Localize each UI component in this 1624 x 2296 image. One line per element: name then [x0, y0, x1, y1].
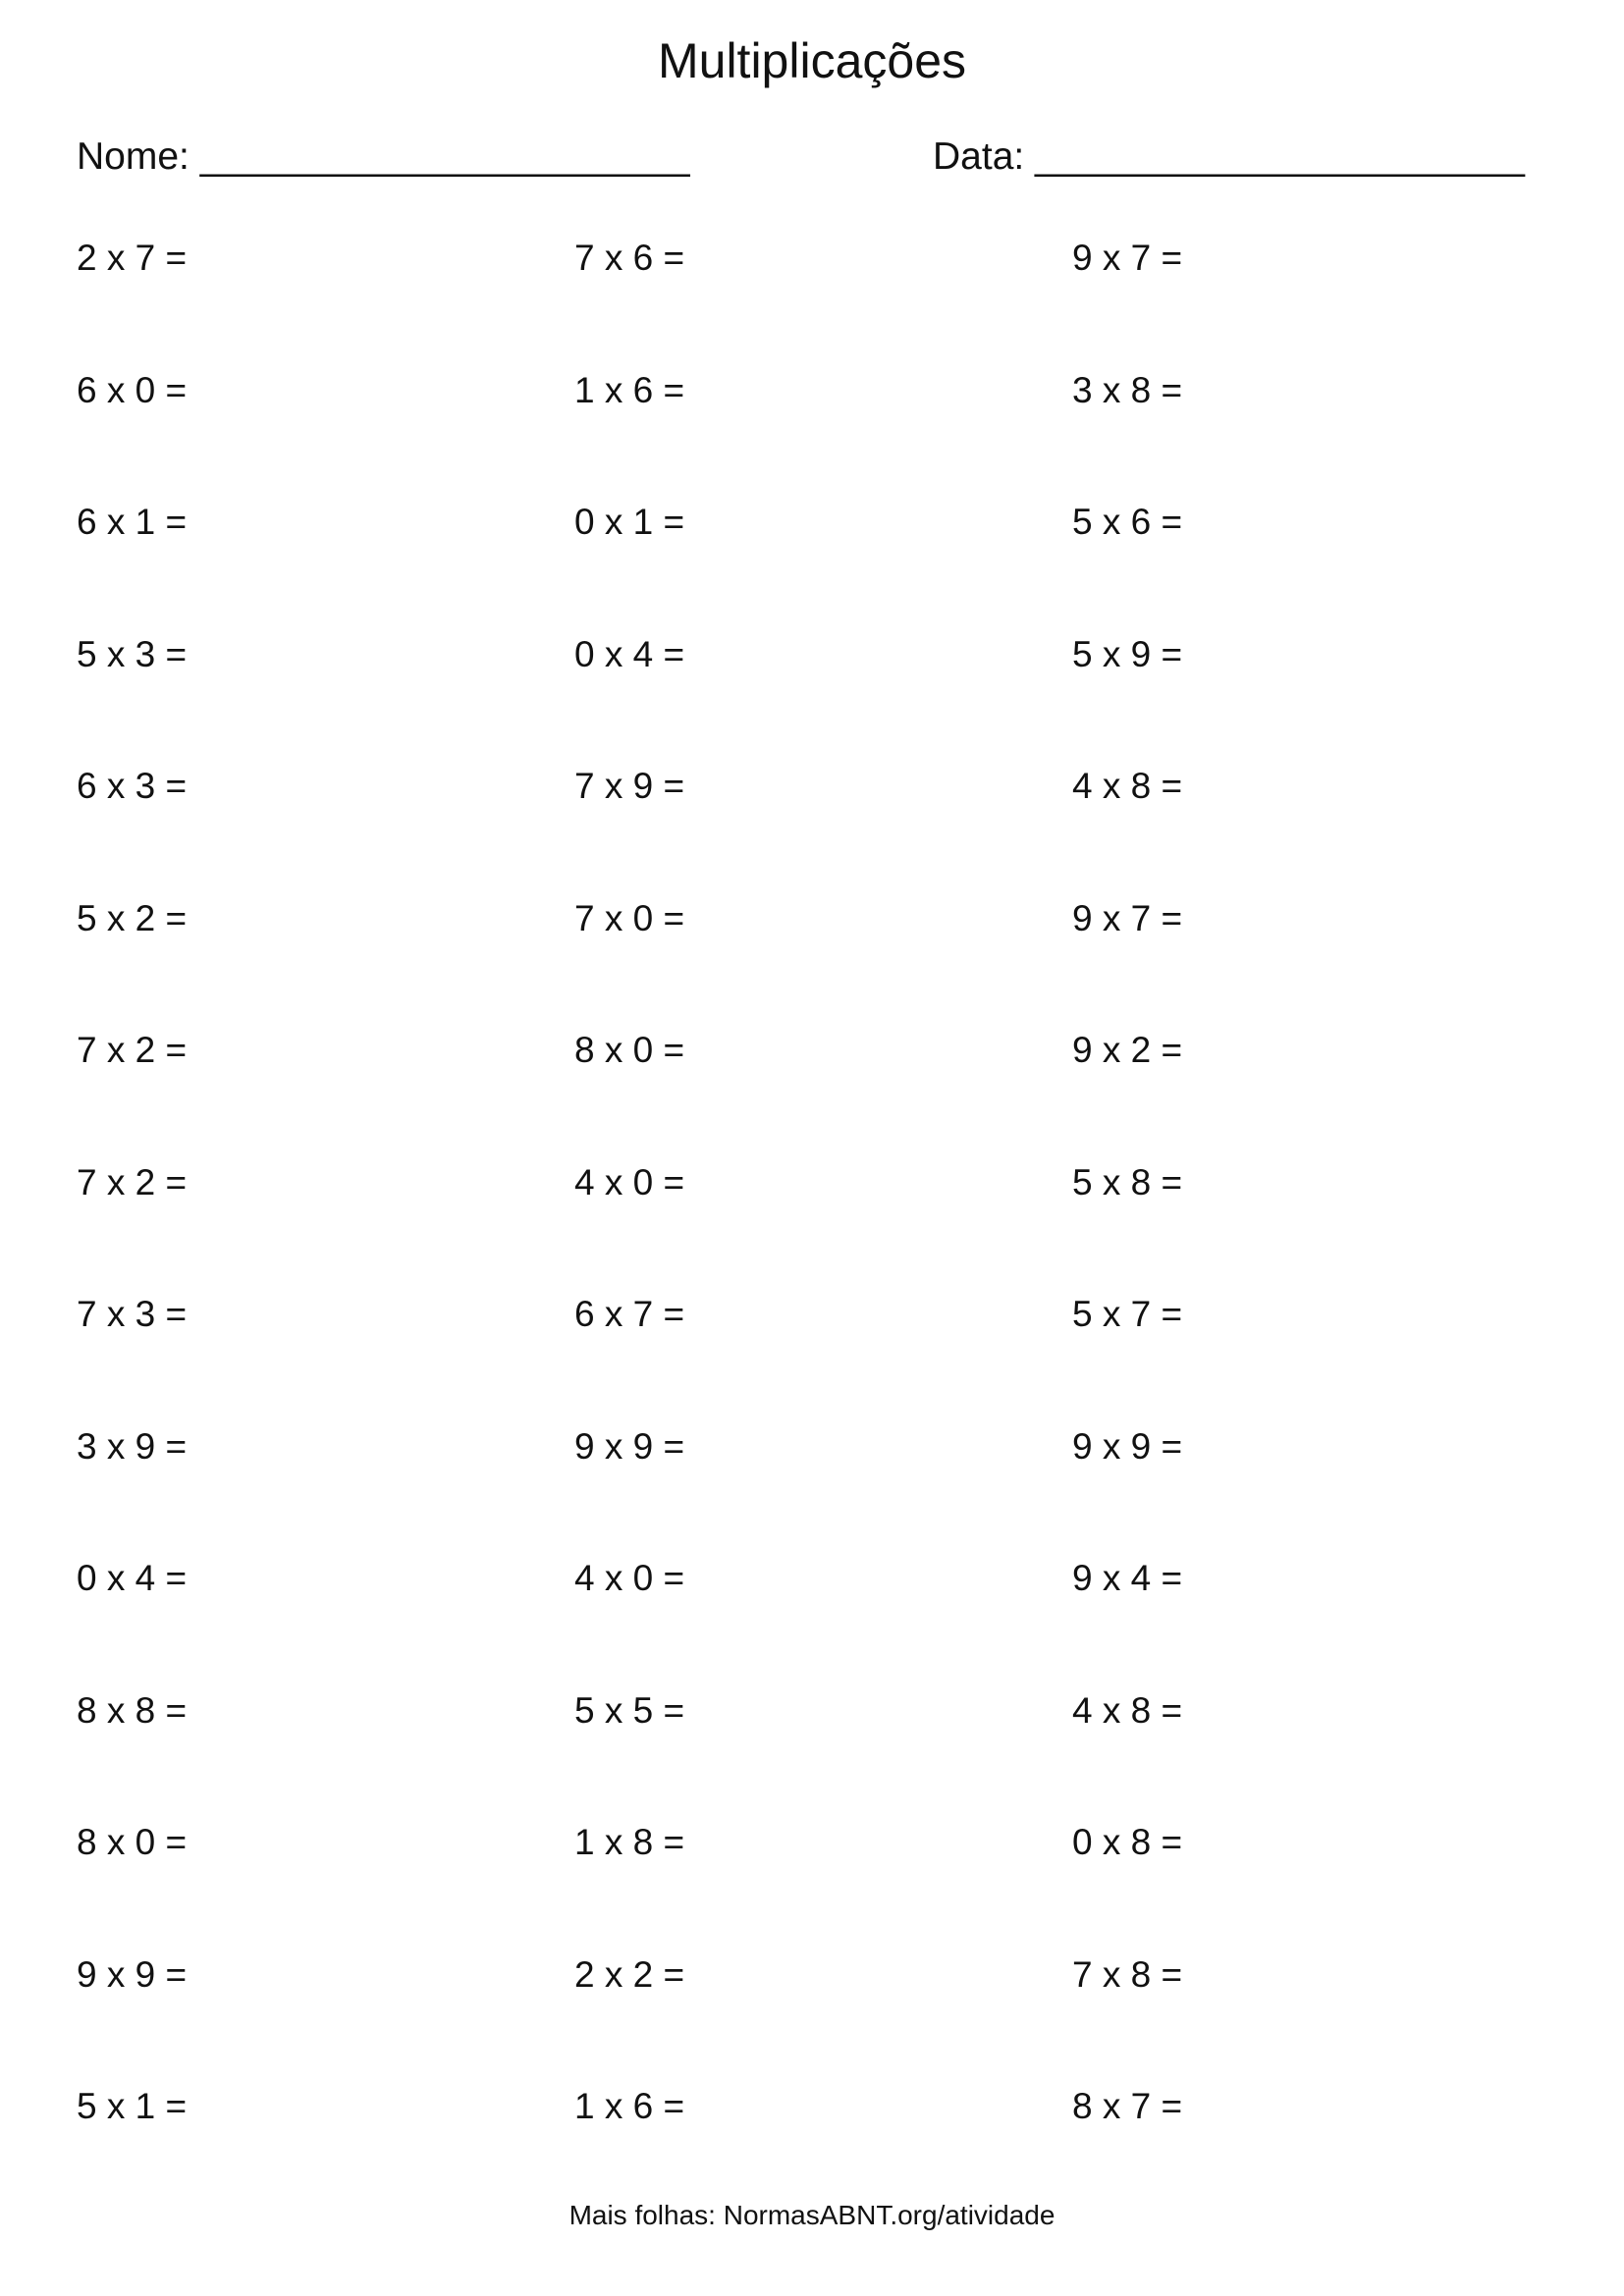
problem-item[interactable]: 7 x 3 = [77, 1294, 188, 1334]
problem-item[interactable]: 0 x 1 = [574, 502, 685, 542]
problem-item[interactable]: 7 x 2 = [77, 1161, 188, 1202]
problem-row [77, 234, 1569, 366]
problem-item[interactable]: 8 x 0 = [77, 1822, 188, 1862]
problem-item[interactable]: 7 x 2 = [77, 1030, 188, 1070]
problem-item[interactable]: 1 x 6 = [574, 369, 685, 410]
problem-item[interactable]: 6 x 0 = [77, 369, 188, 410]
problem-item[interactable]: 5 x 7 = [1072, 1294, 1183, 1334]
problem-item[interactable]: 9 x 9 = [1072, 1425, 1183, 1467]
problem-item[interactable]: 3 x 9 = [77, 1425, 188, 1467]
problem-grid [77, 234, 1569, 2215]
problem-item[interactable]: 4 x 0 = [574, 1161, 685, 1202]
problem-item[interactable]: 7 x 9 = [574, 766, 685, 806]
problem-item[interactable]: 5 x 6 = [1072, 502, 1183, 542]
problem-item[interactable]: 9 x 7 = [1072, 238, 1183, 278]
page-title: Multiplicações [657, 33, 966, 88]
problem-item[interactable]: 7 x 0 = [574, 897, 685, 938]
problem-row [77, 366, 1569, 499]
problem-item[interactable]: 3 x 8 = [1072, 369, 1183, 410]
problem-item[interactable]: 9 x 9 = [77, 1953, 188, 1995]
problem-row [77, 894, 1569, 1027]
problem-row [77, 762, 1569, 894]
problem-item[interactable]: 0 x 8 = [1072, 1822, 1183, 1862]
problem-item[interactable]: 4 x 8 = [1072, 1689, 1183, 1731]
problem-row [77, 1026, 1569, 1158]
problem-item[interactable]: 4 x 0 = [574, 1558, 685, 1598]
problem-item[interactable]: 6 x 7 = [574, 1294, 685, 1334]
problem-item[interactable]: 6 x 3 = [77, 766, 188, 806]
footer-link-text: Mais folhas: NormasABNT.org/atividade [568, 2200, 1056, 2230]
problem-item[interactable]: 7 x 8 = [1072, 1953, 1183, 1995]
date-field[interactable]: Data: _______________________ [933, 135, 1525, 178]
problem-item[interactable]: 8 x 8 = [77, 1689, 188, 1731]
problem-item[interactable]: 5 x 2 = [77, 897, 188, 938]
problem-item[interactable]: 0 x 4 = [574, 633, 685, 674]
problem-row [77, 630, 1569, 763]
problem-row [77, 1686, 1569, 1819]
problem-row [77, 1158, 1569, 1291]
problem-item[interactable]: 2 x 7 = [77, 238, 188, 278]
problem-row [77, 1422, 1569, 1555]
problem-item[interactable]: 9 x 4 = [1072, 1558, 1183, 1598]
problem-item[interactable]: 2 x 2 = [574, 1953, 685, 1995]
problem-row [77, 2082, 1569, 2215]
problem-item[interactable]: 1 x 6 = [574, 2086, 685, 2126]
problem-item[interactable]: 9 x 9 = [574, 1425, 685, 1467]
problem-item[interactable]: 4 x 8 = [1072, 766, 1183, 806]
problem-row [77, 1290, 1569, 1422]
problem-item[interactable]: 7 x 6 = [574, 238, 685, 278]
problem-item[interactable]: 8 x 0 = [574, 1030, 685, 1070]
problem-item[interactable]: 5 x 9 = [1072, 633, 1183, 674]
problem-row [77, 1950, 1569, 2083]
problem-item[interactable]: 5 x 3 = [77, 633, 188, 674]
problem-item[interactable]: 5 x 8 = [1072, 1161, 1183, 1202]
problem-item[interactable]: 0 x 4 = [77, 1558, 188, 1598]
problem-item[interactable]: 8 x 7 = [1072, 2086, 1183, 2126]
problem-row [77, 1818, 1569, 1950]
problem-item[interactable]: 6 x 1 = [77, 502, 188, 542]
problem-item[interactable]: 9 x 7 = [1072, 897, 1183, 938]
problem-row [77, 498, 1569, 630]
problem-item[interactable]: 9 x 2 = [1072, 1030, 1183, 1070]
problem-row [77, 1554, 1569, 1686]
name-field[interactable]: Nome: _______________________ [77, 135, 690, 178]
problem-item[interactable]: 5 x 5 = [574, 1689, 685, 1731]
problem-item[interactable]: 1 x 8 = [574, 1822, 685, 1862]
problem-item[interactable]: 5 x 1 = [77, 2086, 188, 2126]
